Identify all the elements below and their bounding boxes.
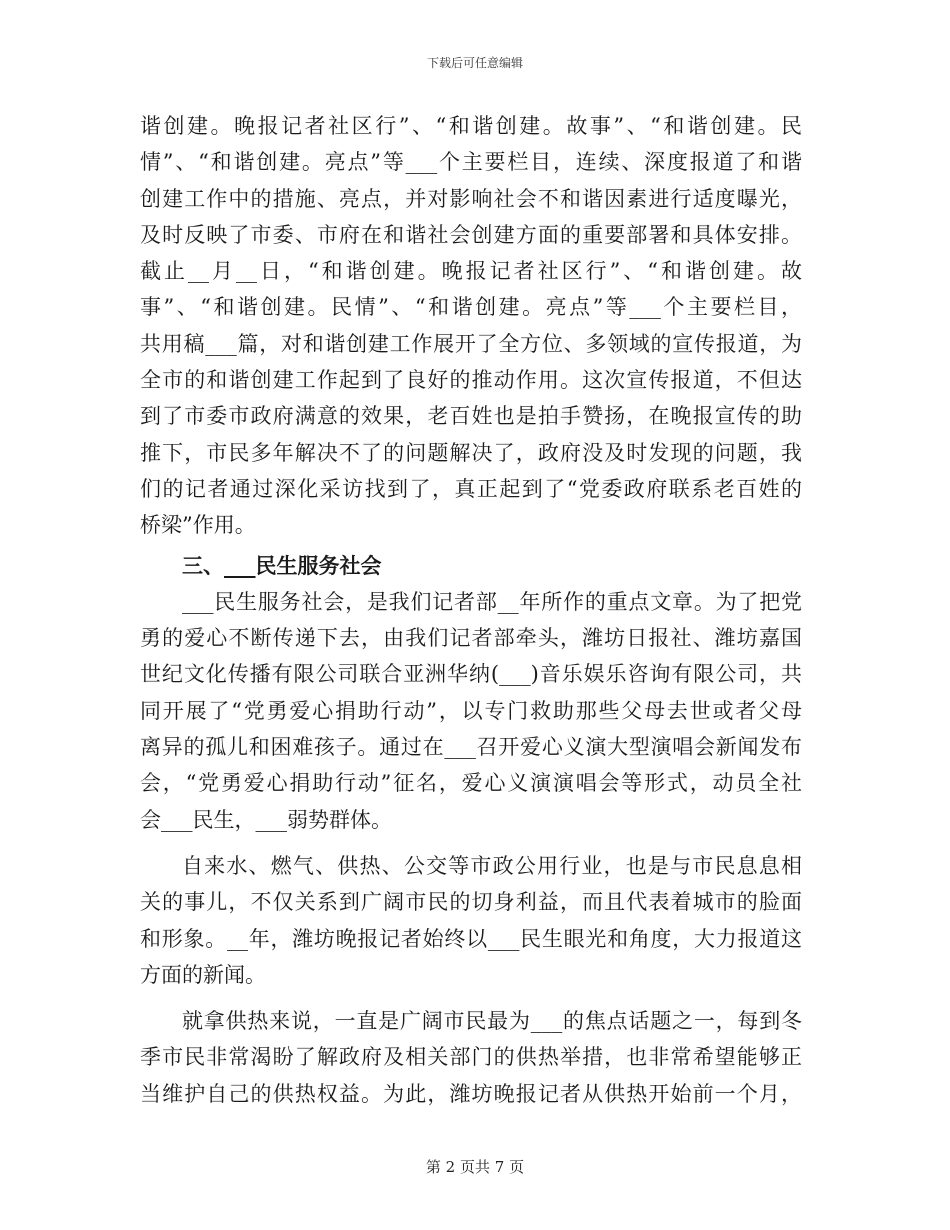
text-line: 截止__月__日，“和谐创建。晚报记者社区行”、“和谐创建。故	[140, 259, 802, 284]
text-line: 谐创建。晚报记者社区行”、“和谐创建。故事”、“和谐创建。民	[140, 114, 802, 138]
section-heading: 三、___民生服务社会	[182, 553, 382, 578]
text-line: 及时反映了市委、市府在和谐社会创建方面的重要部署和具体安排。	[140, 222, 802, 247]
text-line: ___民生服务社会，是我们记者部__年所作的重点文章。为了把党	[182, 589, 802, 614]
paragraph-3	[140, 848, 802, 993]
text-line: 全市的和谐创建工作起到了良好的推动作用。这次宣传报道，不但达	[140, 368, 802, 393]
text-line: 会___民生，___弱势群体。	[140, 807, 392, 832]
text-line: 推下，市民多年解决不了的问题解决了，政府没及时发现的问题，我	[140, 440, 802, 465]
text-line: 共用稿___篇，对和谐创建工作展开了全方位、多领域的宣传报道，为	[140, 331, 802, 356]
text-line: 季市民非常渴盼了解政府及相关部门的供热举措，也非常希望能够正	[140, 1045, 802, 1070]
paragraph-gap	[140, 838, 802, 848]
text-line: 和形象。__年，潍坊晚报记者始终以___民生眼光和角度，大力报道这	[140, 926, 802, 951]
paragraph-4	[140, 1003, 802, 1112]
text-line: 桥梁”作用。	[140, 513, 256, 538]
text-line: 创建工作中的措施、亮点，并对影响社会不和谐因素进行适度曝光，	[140, 186, 802, 211]
text-line: 勇的爱心不断传递下去，由我们记者部牵头，潍坊日报社、潍坊嘉国	[140, 626, 802, 651]
text-line: 离异的孤儿和困难孩子。通过在___召开爱心义演大型演唱会新闻发布	[140, 735, 802, 760]
paragraph-gap	[140, 993, 802, 1003]
page-header: 下载后可任意编辑	[426, 56, 523, 70]
text-line: 方面的新闻。	[140, 962, 266, 987]
document-body	[140, 108, 802, 1112]
paragraph-1	[140, 108, 802, 544]
text-line: 们的记者通过深化采访找到了，真正起到了“党委政府联系老百姓的	[140, 476, 802, 501]
text-line: 到了市委市政府满意的效果，老百姓也是拍手赞扬，在晚报宣传的助	[140, 404, 802, 429]
text-line: 当维护自己的供热权益。为此，潍坊晚报记者从供热开始前一个月，	[140, 1081, 802, 1106]
text-line: 会，“党勇爱心捐助行动”征名，爱心义演演唱会等形式，动员全社	[140, 771, 802, 796]
paragraph-2	[140, 584, 802, 838]
page-footer: 第 2 页共 7 页	[425, 1158, 525, 1176]
text-line: 就拿供热来说，一直是广阔市民最为___的焦点话题之一，每到冬	[182, 1009, 802, 1034]
text-line: 同开展了“党勇爱心捐助行动”，以专门救助那些父母去世或者父母	[140, 698, 802, 723]
text-line: 世纪文化传播有限公司联合亚洲华纳(___)音乐娱乐咨询有限公司，共	[140, 662, 802, 687]
text-line: 情”、“和谐创建。亮点”等___个主要栏目，连续、深度报道了和谐	[140, 150, 802, 175]
text-line: 关的事儿，不仅关系到广阔市民的切身利益，而且代表着城市的脸面	[140, 890, 802, 915]
text-line: 事”、“和谐创建。民情”、“和谐创建。亮点”等___个主要栏目，	[140, 295, 802, 320]
text-line: 自来水、燃气、供热、公交等市政公用行业，也是与市民息息相	[182, 853, 802, 878]
